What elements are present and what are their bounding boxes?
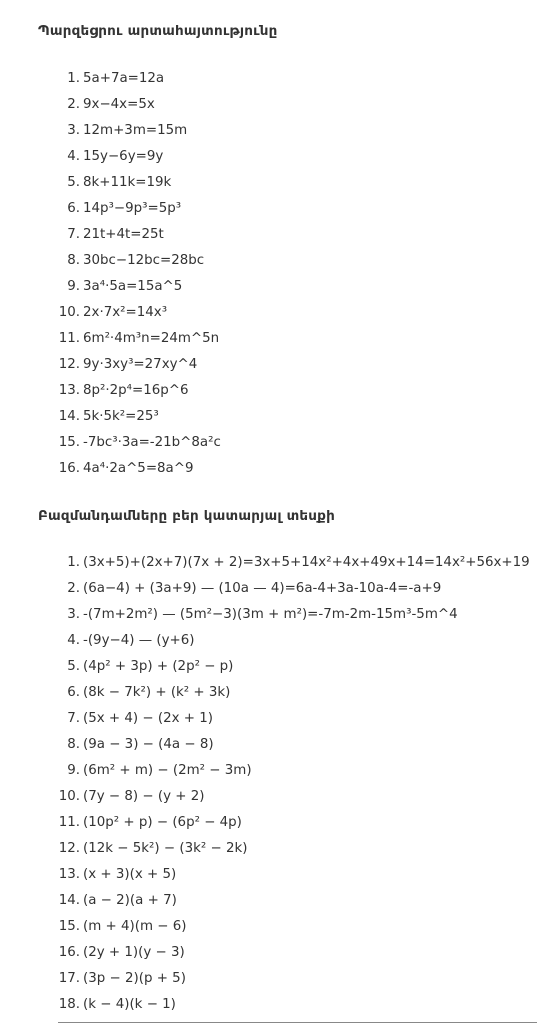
item-number: 5.: [67, 659, 80, 674]
item-expression: -(9y−4) — (y+6): [83, 633, 195, 648]
item-number: 18.: [58, 997, 80, 1012]
bottom-divider: [58, 1022, 537, 1023]
item-expression: 2x·7x²=14x³: [83, 305, 168, 320]
item-number: 13.: [58, 383, 80, 398]
item-number: 10.: [58, 789, 80, 804]
item-number: 6.: [67, 201, 80, 216]
item-expression: 5a+7a=12a: [83, 71, 165, 86]
item-expression: (8k − 7k²) + (k² + 3k): [83, 685, 231, 700]
item-number: 2.: [67, 581, 80, 596]
item-expression: (3p − 2)(p + 5): [83, 971, 186, 986]
item-number: 2.: [67, 97, 80, 112]
item-number: 14.: [58, 409, 80, 424]
item-number: 3.: [67, 607, 80, 622]
item-expression: 8p²·2p⁴=16p^6: [83, 383, 189, 398]
section-1-heading: Պարզեցրու արտահայտությունը: [38, 23, 278, 39]
item-expression: (5x + 4) − (2x + 1): [83, 711, 214, 726]
item-number: 11.: [58, 815, 80, 830]
item-expression: 5k·5k²=25³: [83, 409, 159, 424]
item-expression: 3a⁴·5a=15a^5: [83, 279, 183, 294]
item-number: 10.: [58, 305, 80, 320]
item-expression: 6m²·4m³n=24m^5n: [83, 331, 220, 346]
item-number: 9.: [67, 279, 80, 294]
item-expression: (k − 4)(k − 1): [83, 997, 176, 1012]
item-number: 4.: [67, 633, 80, 648]
item-expression: (3x+5)+(2x+7)(7x + 2)=3x+5+14x²+4x+49x+14=14x²+56x+19: [83, 555, 530, 570]
item-expression: (6m² + m) − (2m² − 3m): [83, 763, 252, 778]
item-number: 3.: [67, 123, 80, 138]
item-expression: (4p² + 3p) + (2p² − p): [83, 659, 234, 674]
section-2-heading: Բազմանդամները բեր կատարյալ տեսքի: [38, 508, 335, 524]
item-expression: (10p² + p) − (6p² − 4p): [83, 815, 242, 830]
item-number: 12.: [58, 841, 80, 856]
item-number: 17.: [58, 971, 80, 986]
item-expression: 21t+4t=25t: [83, 227, 164, 242]
item-number: 11.: [58, 331, 80, 346]
item-expression: (x + 3)(x + 5): [83, 867, 177, 882]
item-expression: (a − 2)(a + 7): [83, 893, 177, 908]
item-expression: 8k+11k=19k: [83, 175, 172, 190]
item-expression: (9a − 3) − (4a − 8): [83, 737, 214, 752]
item-number: 8.: [67, 737, 80, 752]
item-expression: -(7m+2m²) — (5m²−3)(3m + m²)=-7m-2m-15m³-5m^4: [83, 607, 458, 622]
item-expression: 9x−4x=5x: [83, 97, 155, 112]
item-number: 14.: [58, 893, 80, 908]
item-expression: (2y + 1)(y − 3): [83, 945, 185, 960]
item-expression: 15y−6y=9y: [83, 149, 164, 164]
item-number: 16.: [58, 461, 80, 476]
item-number: 7.: [67, 227, 80, 242]
item-expression: (7y − 8) − (y + 2): [83, 789, 205, 804]
item-number: 1.: [67, 555, 80, 570]
item-number: 16.: [58, 945, 80, 960]
item-expression: (m + 4)(m − 6): [83, 919, 187, 934]
item-expression: (6a−4) + (3a+9) — (10a — 4)=6a-4+3a-10a-4=-a+9: [83, 581, 442, 596]
item-number: 9.: [67, 763, 80, 778]
item-number: 7.: [67, 711, 80, 726]
item-number: 15.: [58, 919, 80, 934]
item-number: 1.: [67, 71, 80, 86]
item-expression: 12m+3m=15m: [83, 123, 188, 138]
item-expression: 9y·3xy³=27xy^4: [83, 357, 198, 372]
item-number: 12.: [58, 357, 80, 372]
item-expression: 14p³−9p³=5p³: [83, 201, 182, 216]
item-number: 4.: [67, 149, 80, 164]
item-number: 5.: [67, 175, 80, 190]
item-number: 15.: [58, 435, 80, 450]
item-number: 13.: [58, 867, 80, 882]
item-expression: (12k − 5k²) − (3k² − 2k): [83, 841, 248, 856]
item-expression: 4a⁴·2a^5=8a^9: [83, 461, 194, 476]
item-number: 6.: [67, 685, 80, 700]
item-expression: -7bc³·3a=-21b^8a²c: [83, 435, 221, 450]
item-expression: 30bc−12bc=28bc: [83, 253, 205, 268]
item-number: 8.: [67, 253, 80, 268]
